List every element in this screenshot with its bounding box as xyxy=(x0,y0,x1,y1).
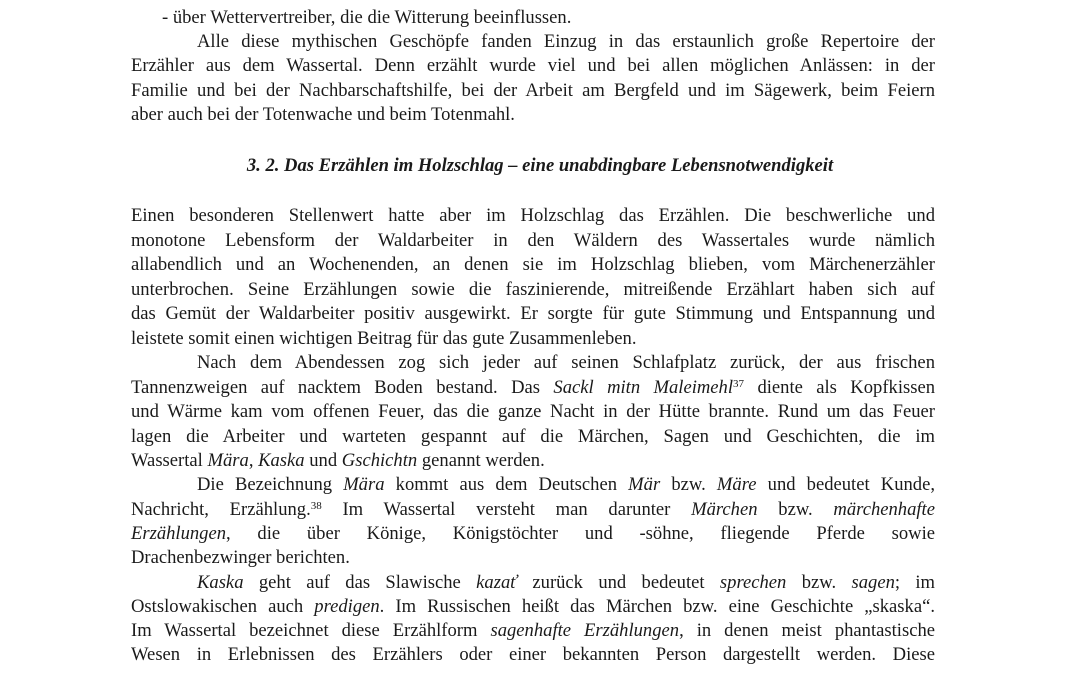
paragraph-line xyxy=(131,401,935,423)
paragraph-line xyxy=(131,55,935,77)
paragraph-line xyxy=(131,104,515,126)
italic-term: Erzählungen xyxy=(131,523,227,544)
text-line: zurück und bedeutet xyxy=(532,572,705,593)
text-line: , in denen meist phantastische xyxy=(679,620,935,641)
text-line: allabendlich und an Wochenenden, an denen sie im Holzschlag blieben, vom Märchenerzähler xyxy=(131,254,935,275)
text-line: Familie und bei der Nachbarschaftshilfe, bei der Arbeit am Bergfeld und im Sägewerk, beim Feiern xyxy=(131,80,935,101)
text-line: leistete somit einen wichtigen Beitrag für das gute Zusammenleben. xyxy=(131,328,637,349)
list-item xyxy=(162,7,571,29)
heading-text: 3. 2. Das Erzählen im Holzschlag – eine unabdingbare Lebensnotwendigkeit xyxy=(246,155,834,176)
text-line: Tannenzweigen auf nacktem Boden bestand. Das xyxy=(131,377,540,398)
text-line: Ostslowakischen auch xyxy=(131,596,304,617)
italic-term: sagenhafte Erzählungen xyxy=(490,620,680,641)
italic-term: Kaska xyxy=(258,450,305,471)
paragraph-line xyxy=(131,426,935,448)
paragraph-line xyxy=(131,547,350,569)
paragraph-line xyxy=(131,80,935,102)
text-line: . Im Russischen heißt das Märchen bzw. eine Geschichte „skaska“. xyxy=(379,596,935,617)
text-line: Wesen in Erlebnissen des Erzählers oder einer bekannten Person dargestellt werden. Diese xyxy=(131,644,935,665)
text-line: unterbrochen. Seine Erzählungen sowie die faszinierende, mitreißende Erzählart haben sich auf xyxy=(131,279,935,300)
text-line: ; im xyxy=(894,572,936,593)
text-line: , die über Könige, Königstöchter und -söhne, fliegende Pferde sowie xyxy=(226,523,935,544)
footnote-ref: 37 xyxy=(733,378,745,390)
italic-term: Mära xyxy=(207,450,249,471)
paragraph-line xyxy=(197,352,935,374)
text-line: Im Wassertal versteht man darunter xyxy=(342,499,671,520)
text-line: Wassertal xyxy=(131,450,203,471)
text-line: Erzähler aus dem Wassertal. Denn erzählt wurde viel und bei allen möglichen Anlässen: in der xyxy=(131,55,935,76)
italic-term: Gschichtn xyxy=(341,450,418,471)
text-line: und Wärme kam vom offenen Feuer, das die ganze Nacht in der Hütte brannte. Rund um das Feuer xyxy=(131,401,935,422)
paragraph-line xyxy=(131,377,935,399)
paragraph-line xyxy=(131,205,935,227)
italic-term: Mär xyxy=(628,474,661,495)
italic-term: Märchen xyxy=(691,499,758,520)
italic-term: Märe xyxy=(716,474,757,495)
text-line: Drachenbezwinger berichten. xyxy=(131,547,350,568)
paragraph-line xyxy=(131,328,637,350)
text-line: genannt werden. xyxy=(421,450,545,471)
text-line: und bedeutet Kunde, xyxy=(767,474,935,495)
paragraph-line: Wassertal Mära, Kaska und Gschichtn genannt werden. xyxy=(131,450,545,471)
text-line: kommt aus dem Deutschen xyxy=(395,474,618,495)
text-line: das Gemüt der Waldarbeiter positiv ausgewirkt. Er sorgte für gute Stimmung und Entspannung und xyxy=(131,303,935,324)
text-line: aber auch bei der Totenwache und beim Totenmahl. xyxy=(131,104,515,125)
text-line: geht auf das Slawische xyxy=(258,572,461,593)
italic-term: Mära xyxy=(343,474,385,495)
text-line: und xyxy=(309,450,338,471)
paragraph-line xyxy=(197,474,935,496)
paragraph-line xyxy=(131,279,935,301)
text-line: Im Wassertal bezeichnet diese Erzählform xyxy=(131,620,478,641)
paragraph-line xyxy=(131,499,935,521)
italic-term: Kaska xyxy=(197,572,244,593)
text-line: Alle diese mythischen Geschöpfe fanden Einzug in das erstaunlich große Repertoire der xyxy=(197,31,935,52)
paragraph-line xyxy=(131,620,935,642)
italic-term: predigen xyxy=(314,596,380,617)
text-line: - über Wettervertreiber, die die Witterung beeinflussen. xyxy=(162,7,572,28)
footnote-ref: 38 xyxy=(310,500,322,512)
paragraph-line xyxy=(131,303,935,325)
text-line: Nach dem Abendessen zog sich jeder auf seinen Schlafplatz zurück, der aus frischen xyxy=(197,352,935,373)
text-line: bzw. xyxy=(801,572,837,593)
text-line: diente als Kopfkissen xyxy=(757,377,936,398)
paragraph-line xyxy=(197,572,935,594)
text-line: bzw. xyxy=(671,474,706,495)
text-line: lagen die Arbeiter und warteten gespannt auf die Märchen, Sagen und Geschichten, die im xyxy=(131,426,935,447)
text-line: Einen besonderen Stellenwert hatte aber im Holzschlag das Erzählen. Die beschwerliche und xyxy=(131,205,935,226)
italic-term: märchenhafte xyxy=(833,499,935,520)
text-line: bzw. xyxy=(778,499,813,520)
text-line: Nachricht, Erzählung. xyxy=(131,499,311,520)
italic-term: sagen xyxy=(851,572,895,593)
paragraph-line xyxy=(131,254,935,276)
paragraph-line xyxy=(131,230,935,252)
text-line: Die Bezeichnung xyxy=(197,474,333,495)
paragraph-line xyxy=(131,523,935,545)
paragraph-line xyxy=(131,644,935,666)
paragraph-line xyxy=(131,596,935,618)
italic-term: sprechen xyxy=(719,572,787,593)
text-line: monotone Lebensform der Waldarbeiter in den Wäldern des Wassertales wurde nämlich xyxy=(131,230,935,251)
paragraph-line xyxy=(197,31,935,53)
section-heading xyxy=(0,155,1080,177)
italic-term: kazať xyxy=(476,572,518,593)
italic-term: Sackl mitn Maleimehl xyxy=(553,377,734,398)
